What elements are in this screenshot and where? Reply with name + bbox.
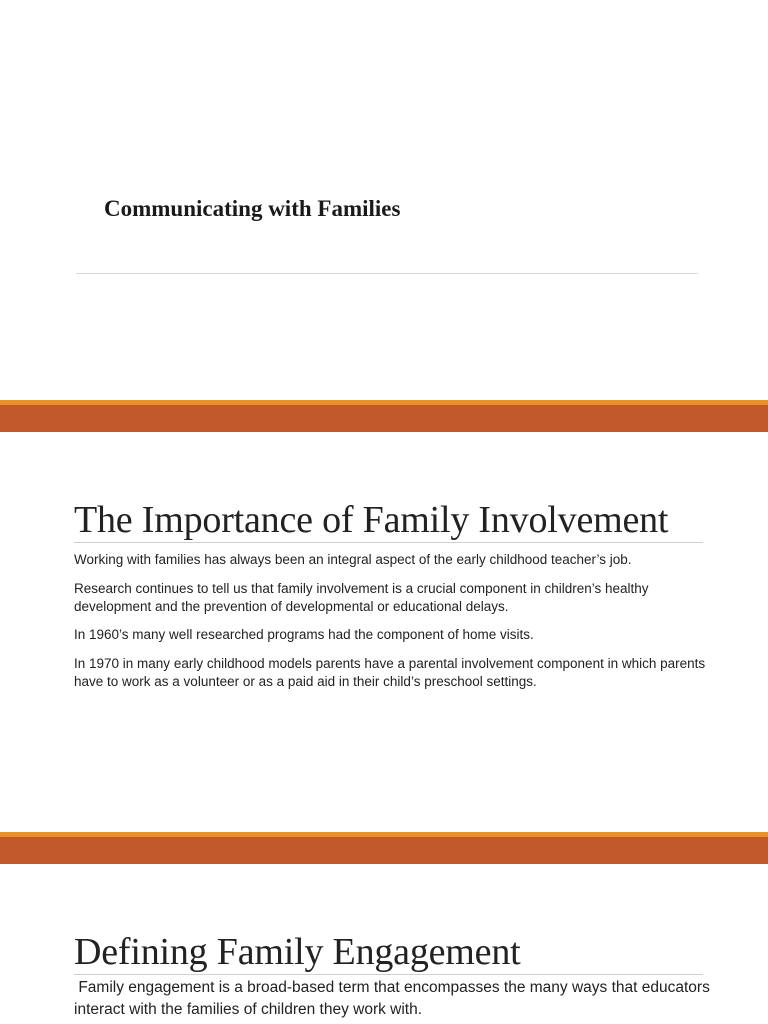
slide-separator xyxy=(0,837,768,864)
slide-1 xyxy=(0,0,768,400)
slide-3-paragraph: Family engagement is a broad-based term that encompasses the many ways that educators interact with the families of children they work with. xyxy=(74,979,715,1018)
slide-2-paragraph: Research continues to tell us that family involvement is a crucial component in children’s healthy development and the prevention of developmental or educational delays. xyxy=(74,581,649,614)
slide-1-title: Communicating with Families xyxy=(104,196,401,221)
slide-2-heading-rule xyxy=(74,542,703,543)
slide-2-paragraph: In 1970 in many early childhood models parents have a parental involvement component in which parents have to work as a volunteer or as a paid aid in their child’s preschool settings. xyxy=(74,656,706,689)
slide-3-heading-rule xyxy=(74,974,703,975)
slide-2-paragraph: In 1960’s many well researched programs had the component of home visits. xyxy=(74,627,534,642)
slide-3-heading: Defining Family Engagement xyxy=(74,931,521,973)
slide-1-divider xyxy=(76,273,698,274)
slide-2-heading: The Importance of Family Involvement xyxy=(74,499,669,541)
slide-3 xyxy=(0,864,768,1024)
slide-separator xyxy=(0,405,768,432)
slide-2 xyxy=(0,432,768,832)
slide-2-paragraph: Working with families has always been an integral aspect of the early childhood teacher’s job. xyxy=(74,552,632,567)
